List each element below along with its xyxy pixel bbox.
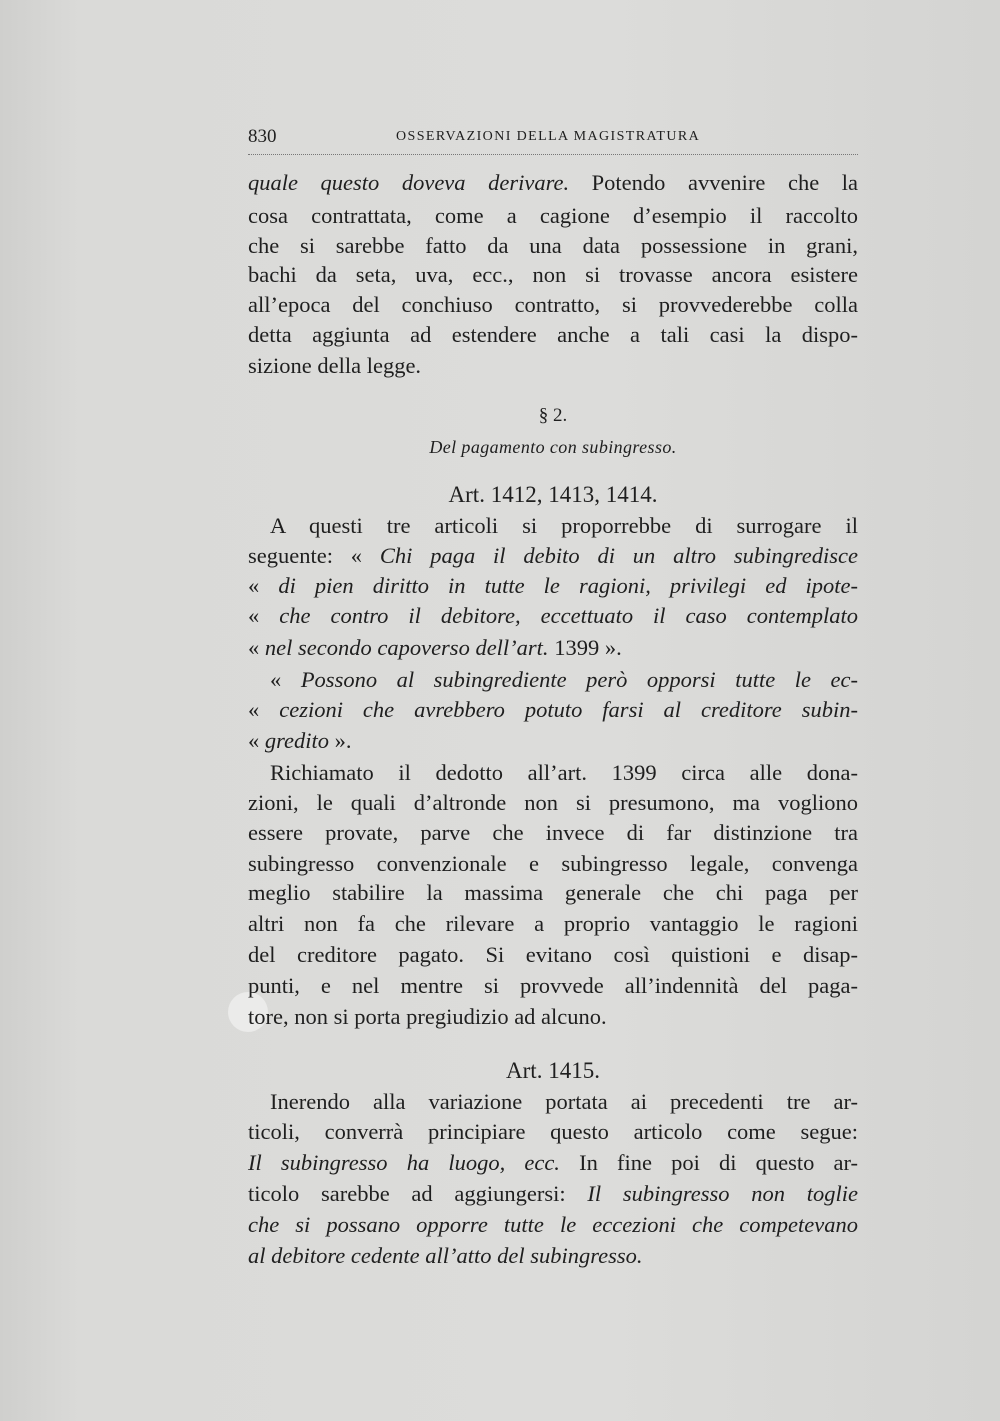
text-segment: del creditore pagato. Si evitano così quistioni e disap-: [248, 942, 858, 967]
text-line: [248, 758, 858, 788]
text-line: [248, 1087, 858, 1117]
italic-segment: Chi paga il debito di un altro subingredisce: [379, 543, 858, 568]
text-line: [248, 260, 858, 290]
text-line: [248, 1148, 858, 1178]
text-line: [248, 168, 858, 198]
running-head: OSSERVAZIONI DELLA MAGISTRATURA: [396, 129, 701, 144]
text-segment: § 2.: [538, 405, 568, 426]
text-segment: ticoli, converrà principiare questo articolo come segue:: [248, 1119, 858, 1144]
page-header: [248, 126, 858, 155]
italic-segment: Possono al subingrediente però opporsi tutte le ec-: [300, 667, 859, 692]
page-number: 830: [248, 126, 277, 147]
text-segment: bachi da seta, uva, ecc., non si trovasse ancora esistere: [248, 262, 858, 287]
text-line: [248, 1241, 858, 1271]
text-segment: «: [248, 635, 265, 660]
text-line: [248, 818, 858, 848]
article-heading: [248, 1056, 858, 1086]
text-line: [248, 201, 858, 231]
italic-segment: cezioni che avrebbero potuto farsi al creditore subin-: [279, 697, 858, 722]
text-line: [248, 695, 858, 725]
text-segment: «: [248, 573, 279, 598]
italic-segment: gredito: [264, 728, 330, 753]
text-segment: «: [270, 667, 301, 692]
text-segment: Richiamato il dedotto all’art. 1399 circa alle dona-: [270, 760, 858, 785]
text-segment: Art. 1412, 1413, 1414.: [448, 482, 658, 507]
text-line: [248, 940, 858, 970]
text-line: [248, 320, 858, 350]
text-segment: che si sarebbe fatto da una data possessione in grani,: [248, 233, 858, 258]
text-segment: Inerendo alla variazione portata ai precedenti tre ar-: [270, 1089, 858, 1114]
text-line: [248, 878, 858, 908]
text-line: [248, 909, 858, 939]
text-line: [248, 351, 858, 381]
text-line: [248, 633, 858, 663]
section-title: [248, 432, 858, 462]
text-segment: «: [248, 697, 280, 722]
text-segment: altri non fa che rilevare a proprio vantaggio le ragioni: [248, 911, 858, 936]
italic-segment: Il subingresso non toglie: [587, 1181, 858, 1206]
text-line: [248, 849, 858, 879]
text-segment: «: [248, 603, 280, 628]
text-segment: punti, e nel mentre si provvede all’indennità del paga-: [248, 973, 858, 998]
text-line: [248, 601, 858, 631]
text-line: [248, 290, 858, 320]
text-line: [248, 1117, 858, 1147]
text-segment: «: [248, 728, 265, 753]
text-segment: tore, non si porta pregiudizio ad alcuno.: [248, 1004, 607, 1029]
text-line: [248, 541, 858, 571]
text-segment: Art. 1415.: [506, 1058, 600, 1083]
text-line: [248, 788, 858, 818]
italic-segment: al debitore cedente all’atto del subingresso.: [248, 1243, 643, 1268]
text-segment: sizione della legge.: [248, 353, 422, 378]
text-segment: all’epoca del conchiuso contratto, si provvederebbe colla: [248, 292, 858, 317]
text-segment: In fine poi di questo ar-: [559, 1150, 858, 1175]
text-line: [248, 1002, 858, 1032]
section-number: [248, 401, 858, 431]
italic-segment: che si possano opporre tutte le eccezioni che competevano: [248, 1212, 858, 1237]
text-line: [248, 971, 858, 1001]
text-segment: 1399 ».: [548, 635, 622, 660]
text-segment: meglio stabilire la massima generale che chi paga per: [248, 880, 858, 905]
text-segment: A questi tre articoli si proporrebbe di surrogare il: [270, 513, 858, 538]
text-segment: Potendo avvenire che la: [569, 170, 858, 195]
text-line: [248, 726, 858, 756]
text-segment: subingresso convenzionale e subingresso legale, convenga: [248, 851, 858, 876]
text-line: [248, 231, 858, 261]
italic-segment: nel secondo capoverso dell’art.: [264, 635, 549, 660]
text-segment: cosa contrattata, come a cagione d’esempio il raccolto: [248, 203, 858, 228]
text-segment: zioni, le quali d’altronde non si presumono, ma vogliono: [248, 790, 858, 815]
text-segment: detta aggiunta ad estendere anche a tali casi la dispo-: [248, 322, 858, 347]
italic-segment: Il subingresso ha luogo, ecc.: [248, 1150, 560, 1175]
text-line: [248, 1210, 858, 1240]
text-line: [248, 511, 858, 541]
text-line: [248, 571, 858, 601]
text-segment: ticolo sarebbe ad aggiungersi:: [248, 1181, 588, 1206]
text-segment: ».: [329, 728, 352, 753]
text-line: [248, 665, 858, 695]
text-segment: essere provate, parve che invece di far distinzione tra: [248, 820, 858, 845]
italic-segment: che contro il debitore, eccettuato il caso contemplato: [279, 603, 859, 628]
italic-segment: di pien diritto in tutte le ragioni, privilegi ed ipote-: [278, 573, 858, 598]
italic-segment: quale questo doveva derivare.: [248, 170, 570, 195]
text-segment: seguente: «: [248, 543, 380, 568]
article-heading: [248, 480, 858, 510]
text-segment: Del pagamento con subingresso.: [429, 437, 677, 457]
text-line: [248, 1179, 858, 1209]
